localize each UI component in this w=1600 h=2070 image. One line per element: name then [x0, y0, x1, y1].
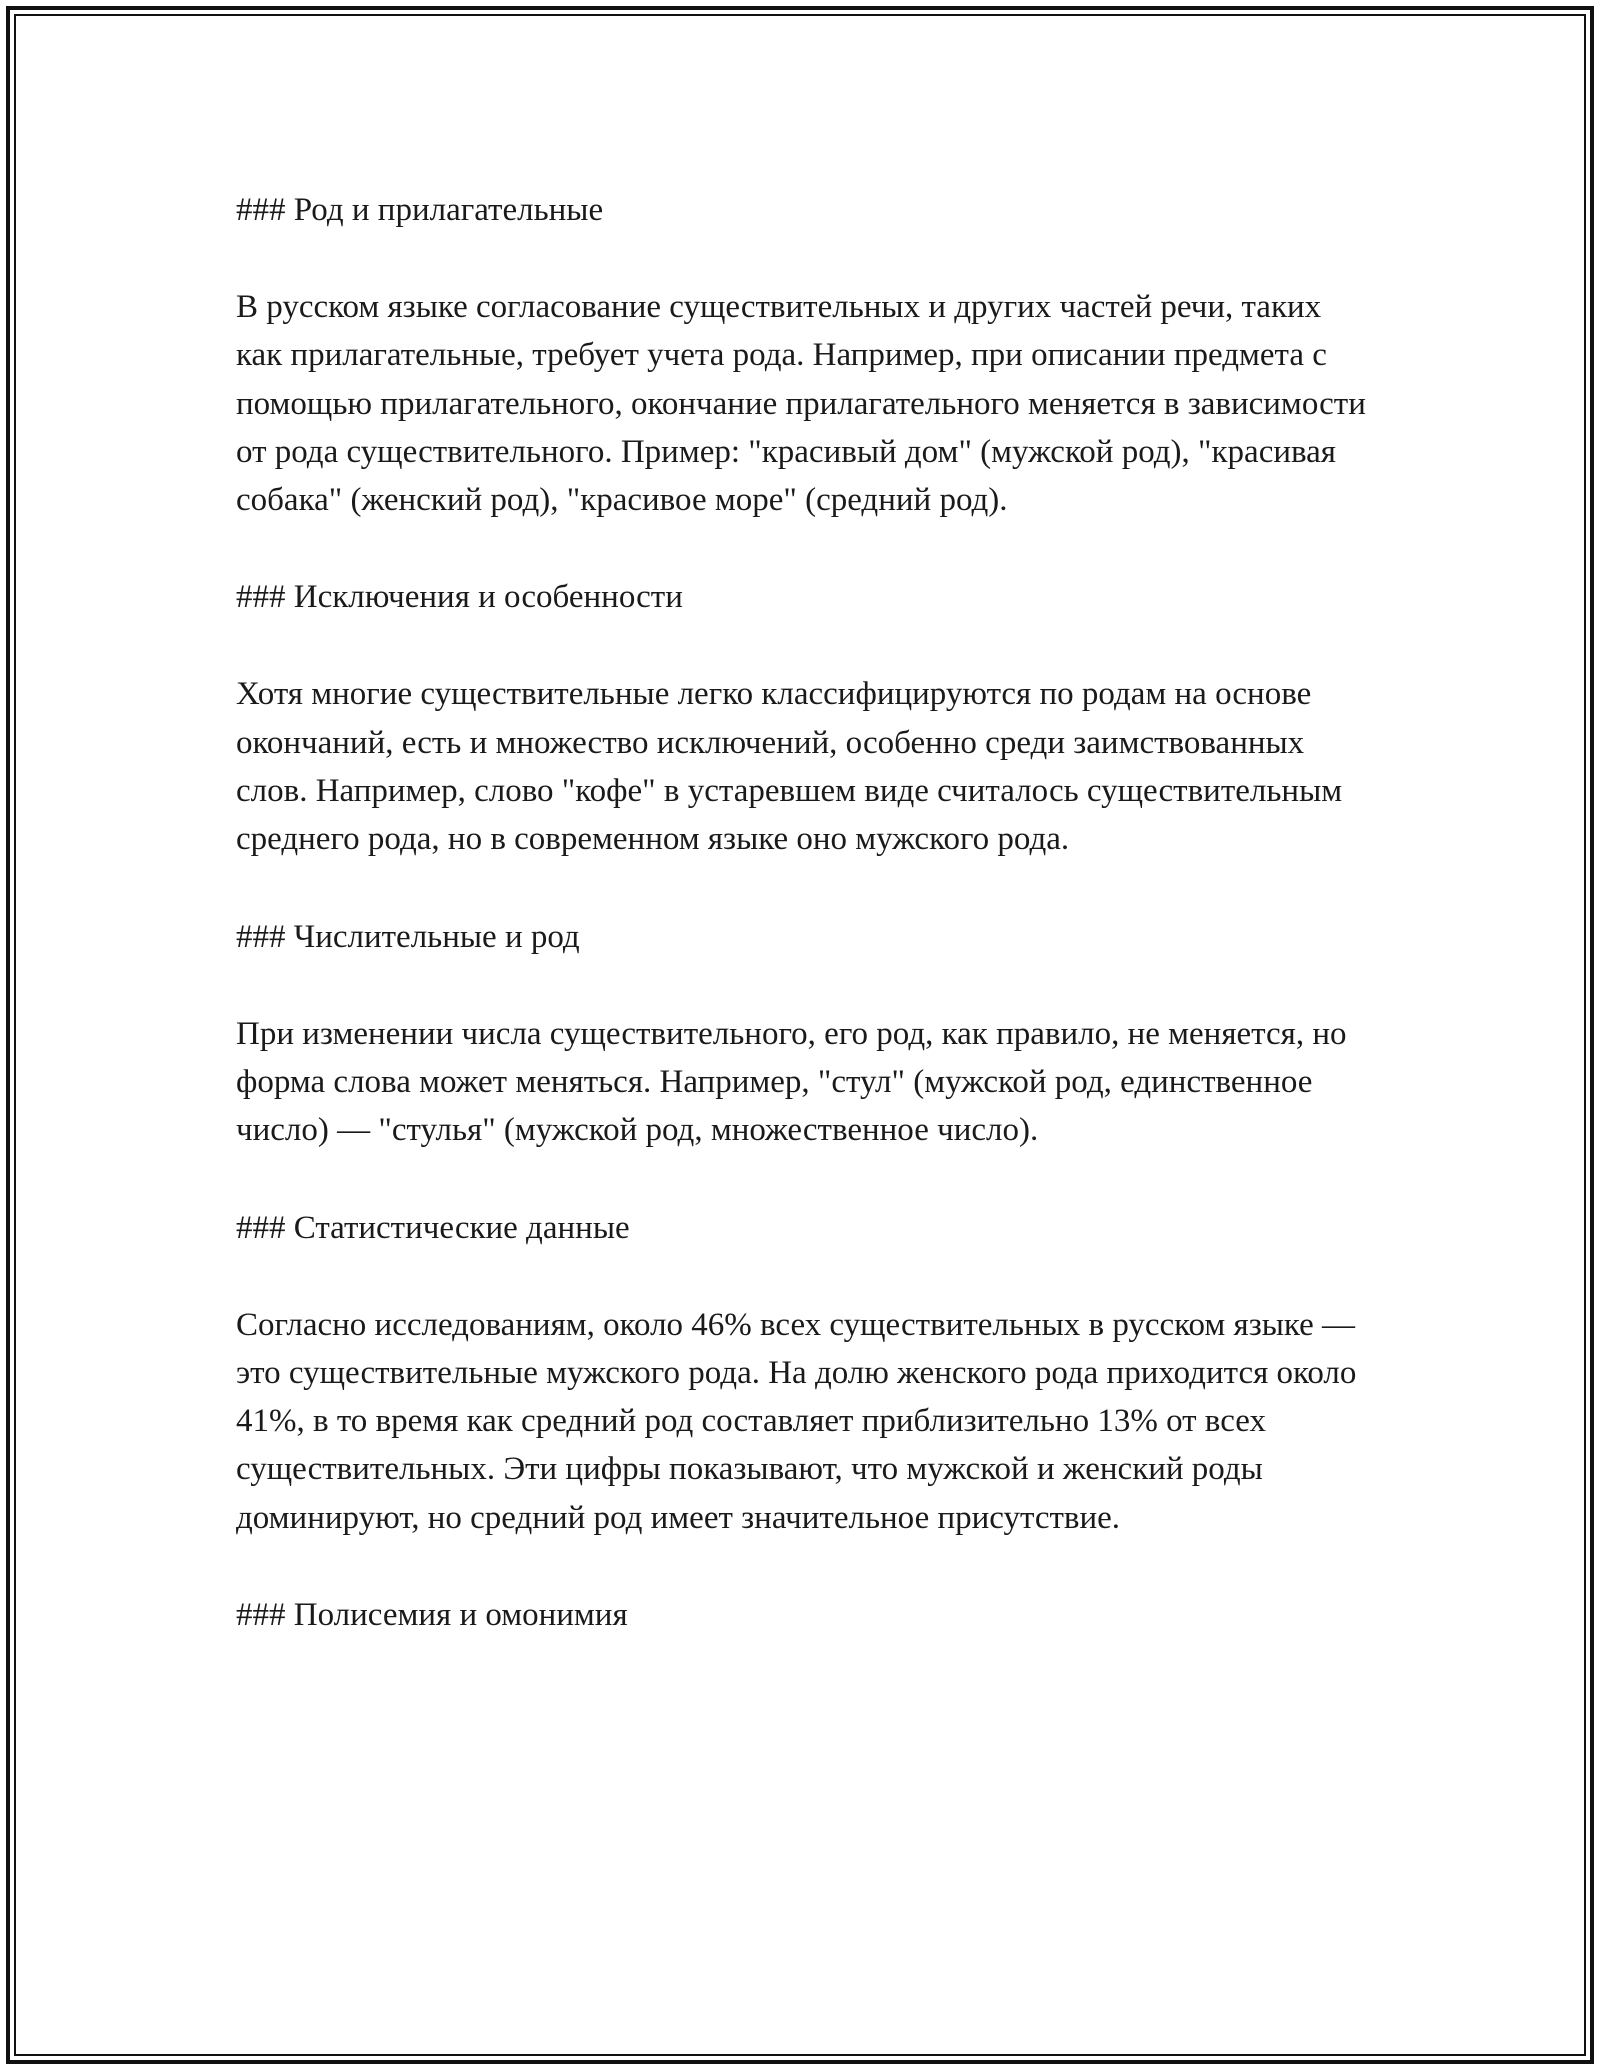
section-heading-polysemy: ### Полисемия и омонимия — [236, 1597, 628, 1634]
section-paragraph-statistics: Согласно исследованиям, около 46% всех существительных в русском языке — это существительные мужского рода. На долю женского рода приходится около 41%, в то время как средний род составляет приблизительно 13% от всех существительных. Эти цифры показывают, что мужской и женский роды доминируют, но средний род имеет значительное присутствие. — [236, 1306, 1357, 1536]
section-heading-exceptions: ### Исключения и особенности — [236, 579, 683, 616]
section-heading-statistics: ### Статистические данные — [236, 1209, 630, 1246]
section-paragraph-gender-adjectives: В русском языке согласование существительных и других частей речи, таких как прилагательные, требует учета рода. Например, при описании предмета с помощью прилагательного, окончание прилагательного меняется в зависимости от рода существительного. Пример: "красивый дом" (мужской род), "красивая собака" (женский род), "красивое море" (средний род). — [236, 289, 1366, 519]
section-paragraph-numerals: При изменении числа существительного, его род, как правило, не меняется, но форма слова может меняться. Например, "стул" (мужской род, единственное число) — "стулья" (мужской род, множественное число). — [236, 1015, 1347, 1149]
document-body — [236, 186, 1366, 1688]
section-paragraph-exceptions: Хотя многие существительные легко классифицируются по родам на основе окончаний, есть и множество исключений, особенно среди заимствованных слов. Например, слово "кофе" в устаревшем виде считалось существительным среднего рода, но в современном языке оно мужского рода. — [236, 676, 1343, 858]
section-heading-numerals: ### Числительные и род — [236, 918, 580, 955]
section-heading-gender-adjectives: ### Род и прилагательные — [236, 192, 604, 228]
